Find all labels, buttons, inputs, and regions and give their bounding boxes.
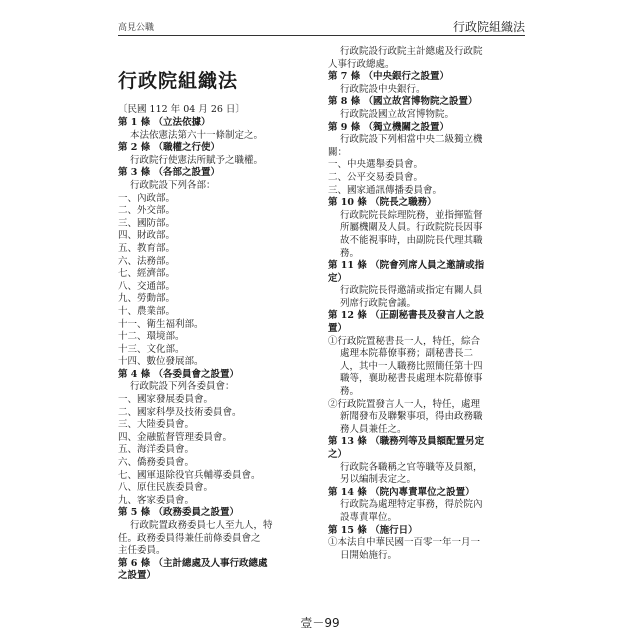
header-divider — [118, 35, 525, 36]
text-line: 九、勞動部。 — [118, 293, 176, 305]
article-heading: 之設置） — [118, 570, 157, 582]
text-line: 行政院院長綜理院務，並指揮監督 — [340, 209, 483, 221]
text-line: 一、國家發展委員會。 — [118, 394, 214, 406]
publisher-label: 高見公職 — [118, 23, 155, 33]
text-line: 本法依憲法第六十一條制定之。 — [130, 129, 264, 141]
text-line: 二、外交部。 — [118, 205, 176, 217]
article-heading: 第 15 條 （施行日） — [328, 524, 418, 536]
text-line: 七、國軍退除役官兵輔導委員會。 — [118, 469, 261, 481]
text-line: 行政院設下列相當中央二級獨立機 — [340, 134, 483, 146]
text-line: 另以編制表定之。 — [340, 474, 417, 486]
article-heading: 第 6 條 （主計總處及人事行政總處 — [118, 557, 268, 569]
running-header-title: 行政院組織法 — [452, 20, 525, 34]
article-heading: 第 9 條 （獨立機關之設置） — [328, 121, 450, 133]
text-line: 十、農業部。 — [118, 305, 176, 317]
article-heading: 第 13 條 （職務列等及員額配置另定 — [328, 436, 485, 448]
text-line: 所屬機關及人員。行政院院長因事 — [340, 222, 483, 234]
article-heading: 置） — [328, 323, 348, 335]
page-number: 壹－99 — [300, 616, 340, 630]
article-heading: 第 3 條 （各部之設置） — [118, 167, 221, 179]
text-line: ②行政院置發言人一人，特任，處理 — [328, 398, 481, 410]
text-line: 人事行政總處。 — [328, 58, 395, 70]
text-line: 行政院置政務委員七人至九人，特 — [130, 520, 273, 531]
text-line: 人，其中一人職務比照簡任第十四 — [340, 360, 483, 372]
text-line: 三、國防部。 — [118, 217, 176, 229]
text-line: 十三、文化部。 — [118, 343, 185, 355]
text-line: 三、大陸委員會。 — [118, 419, 195, 431]
text-line: ①行政院置秘書長一人，特任，綜合 — [328, 335, 481, 347]
text-line: 五、海洋委員會。 — [118, 444, 195, 456]
text-line: 八、交通部。 — [118, 280, 176, 292]
text-line: 處理本院幕僚事務；副秘書長二 — [340, 348, 474, 360]
text-line: 行政院設下列各委員會： — [130, 381, 235, 393]
text-line: 十一、衛生福利部。 — [118, 318, 204, 330]
article-heading: 第 5 條 （政務委員之設置） — [118, 507, 240, 519]
text-line: 十二、環境部。 — [118, 331, 185, 343]
text-line: 行政院設下列各部： — [130, 179, 216, 191]
text-line: 列席行政院會議。 — [340, 297, 417, 309]
text-line: 主任委員。 — [118, 545, 166, 557]
text-line: 任。政務委員得兼任前條委員會之 — [118, 532, 261, 544]
text-line: 行政院各職稱之官等職等及員額， — [340, 461, 483, 473]
text-line: 務。 — [340, 247, 360, 259]
article-heading: 定） — [328, 272, 348, 284]
text-line: 二、國家科學及技術委員會。 — [118, 406, 242, 418]
article-heading: 第 7 條 （中央銀行之設置） — [328, 71, 450, 83]
text-line: 九、客家委員會。 — [118, 494, 195, 506]
left-column — [118, 40, 325, 583]
text-line: 四、金融監督管理委員會。 — [118, 431, 233, 443]
text-line: 二、公平交易委員會。 — [328, 171, 424, 183]
text-line: 六、法務部。 — [118, 255, 176, 267]
article-heading: 第 8 條 （國立故宮博物院之設置） — [328, 96, 478, 108]
text-line: 行政院設國立故宮博物院。 — [340, 108, 455, 120]
text-line: 五、教育部。 — [118, 242, 176, 254]
article-heading: 第 2 條 （職權之行使） — [118, 142, 221, 154]
text-line: ①本法自中華民國一百零一年一月一 — [328, 537, 481, 549]
text-line: 三、國家通訊傳播委員會。 — [328, 184, 443, 196]
text-line: 四、財政部。 — [118, 230, 176, 242]
text-line: 一、中央選舉委員會。 — [328, 159, 424, 171]
left-text-lines — [118, 117, 325, 583]
text-line: 八、原住民族委員會。 — [118, 482, 214, 494]
text-line: 行政院行使憲法所賦予之職權。 — [130, 154, 264, 166]
text-line: 職等，襄助秘書長處理本院幕僚事 — [340, 373, 483, 385]
article-heading: 第 14 條 （院內專責單位之設置） — [328, 486, 475, 498]
text-line: 七、經濟部。 — [118, 268, 176, 280]
right-text-lines — [328, 46, 535, 562]
article-heading: 第 12 條 （正副秘書長及發言人之設 — [328, 310, 485, 322]
text-line: 日開始施行。 — [340, 549, 398, 561]
text-line: 新聞發布及聯繫事項，得由政務職 — [340, 411, 483, 423]
text-line: 關： — [328, 146, 348, 158]
text-line: 設專責單位。 — [340, 511, 398, 523]
article-heading: 之） — [328, 449, 348, 460]
text-line: 十四、數位發展部。 — [118, 356, 204, 368]
amendment-date: 〔民國 112 年 04 月 26 日〕 — [118, 104, 245, 115]
article-heading: 第 1 條 （立法依據） — [118, 117, 211, 128]
document-title: 行政院組織法 — [118, 70, 239, 92]
right-column — [328, 46, 535, 562]
text-line: 行政院設中央銀行。 — [340, 83, 426, 95]
text-line: 六、僑務委員會。 — [118, 457, 195, 469]
article-heading: 第 4 條 （各委員會之設置） — [118, 368, 240, 380]
text-line: 行政院院長得邀請或指定有關人員 — [340, 285, 483, 297]
text-line: 務人員兼任之。 — [340, 423, 407, 435]
text-line: 行政院設行政院主計總處及行政院 — [340, 46, 483, 57]
text-line: 行政院為處理特定事務，得於院內 — [340, 499, 483, 511]
article-heading: 第 11 條 （院會列席人員之邀請或指 — [328, 260, 485, 272]
text-line: 務。 — [340, 386, 360, 398]
text-line: 一、內政部。 — [118, 192, 176, 204]
article-heading: 第 10 條 （院長之職務） — [328, 197, 437, 209]
text-line: 故不能視事時，由副院長代理其職 — [340, 234, 483, 246]
